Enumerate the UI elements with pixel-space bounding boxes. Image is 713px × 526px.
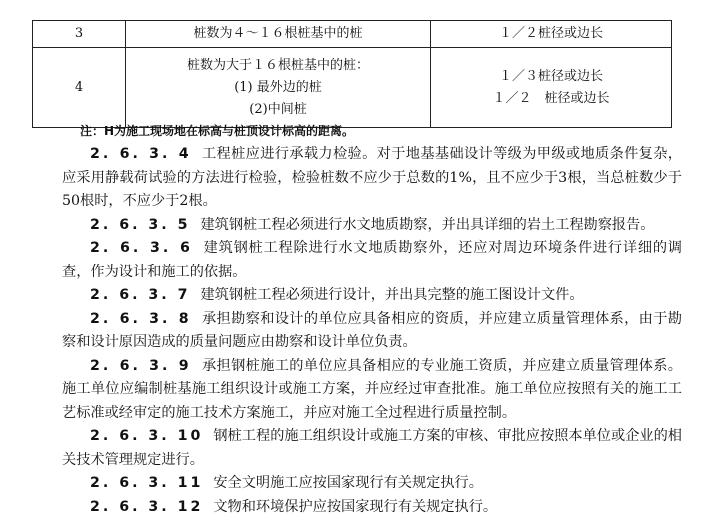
row-description	[126, 21, 431, 48]
row-number: 3	[33, 21, 126, 48]
clause-number: 2. 6. 3. 6	[90, 240, 193, 256]
clause-text: 钢桩工程的施工组织设计或施工方案的审核、审批应按照本单位或企业的相关技术管理规定进行。	[62, 428, 682, 468]
clause-paragraph	[62, 308, 682, 355]
clause-number: 2. 6. 3. 7	[90, 287, 191, 303]
clause-paragraph	[62, 237, 682, 284]
clause-text: 建筑钢桩工程必须进行设计，并出具完整的施工图设计文件。	[200, 287, 584, 303]
description-line: 桩数为大于１６根桩基中的桩：	[186, 57, 369, 73]
clause-text: 安全文明施工应按国家现行有关规定执行。	[213, 475, 483, 491]
clause-text: 工程桩应进行承载力检验。对于地基基础设计等级为甲级或地质条件复杂，应采用静载荷试验的方法进行检验，检验桩数不应少于总数的1%，且不应少于3根，当总桩数少于50根时，不应少于2根。	[62, 146, 682, 209]
clause-text: 承担勘察和设计的单位应具备相应的资质，并应建立质量管理体系，由于勘察和设计原因造成的质量问题应由勘察和设计单位负责。	[62, 310, 682, 350]
pile-spacing-table	[32, 20, 672, 128]
table-row	[33, 21, 672, 48]
clause-number: 2. 6. 3. 5	[90, 216, 191, 233]
clause-number: 2. 6. 3. 9	[90, 357, 192, 374]
clause-number: 2. 6. 3. 12	[90, 498, 204, 515]
clause-paragraph	[62, 425, 682, 472]
table-note: 注：H为施工现场地在标高与桩顶设计标高的距离。	[80, 124, 355, 138]
row-value	[431, 21, 672, 48]
clause-paragraph	[62, 472, 682, 496]
description-line: 桩数为４～１６根桩基中的桩	[193, 26, 363, 41]
clause-number: 2. 6. 3. 11	[90, 475, 204, 491]
value-line: １／２ 桩径或边长	[492, 90, 610, 106]
clause-paragraph	[62, 143, 682, 214]
clause-paragraph	[62, 214, 682, 238]
clause-text: 承担钢桩施工的单位应具备相应的专业施工资质，并应建立质量管理体系。施工单位应编制桩基施工组织设计或施工方案，并应经过审查批准。施工单位应按照有关的施工工艺标准或经审定的施工技术方案施工，并应对施工全过程进行质量控制。	[62, 357, 682, 421]
clause-number: 2. 6. 3. 4	[90, 146, 192, 162]
value-line: １／３桩径或边长	[498, 68, 603, 84]
clause-paragraph	[62, 496, 682, 520]
row-value	[431, 48, 672, 128]
value-line: １／２桩径或边长	[498, 26, 603, 41]
clause-text: 建筑钢桩工程必须进行水文地质勘察，并出具详细的岩土工程勘察报告。	[200, 216, 655, 233]
description-line: (2)中间桩	[249, 101, 307, 117]
clause-paragraph	[62, 284, 682, 308]
row-number: 4	[33, 48, 126, 128]
clause-text: 文物和环境保护应按国家现行有关规定执行。	[213, 498, 498, 515]
clause-number: 2. 6. 3. 8	[90, 310, 192, 327]
clause-list	[62, 143, 682, 519]
table-row	[33, 48, 672, 128]
row-description	[126, 48, 431, 128]
description-line: (1) 最外边的桩	[234, 79, 322, 95]
clause-number: 2. 6. 3. 10	[90, 428, 204, 444]
clause-text: 建筑钢桩工程除进行水文地质勘察外，还应对周边环境条件进行详细的调查，作为设计和施工的依据。	[62, 240, 682, 280]
clause-paragraph	[62, 355, 682, 426]
